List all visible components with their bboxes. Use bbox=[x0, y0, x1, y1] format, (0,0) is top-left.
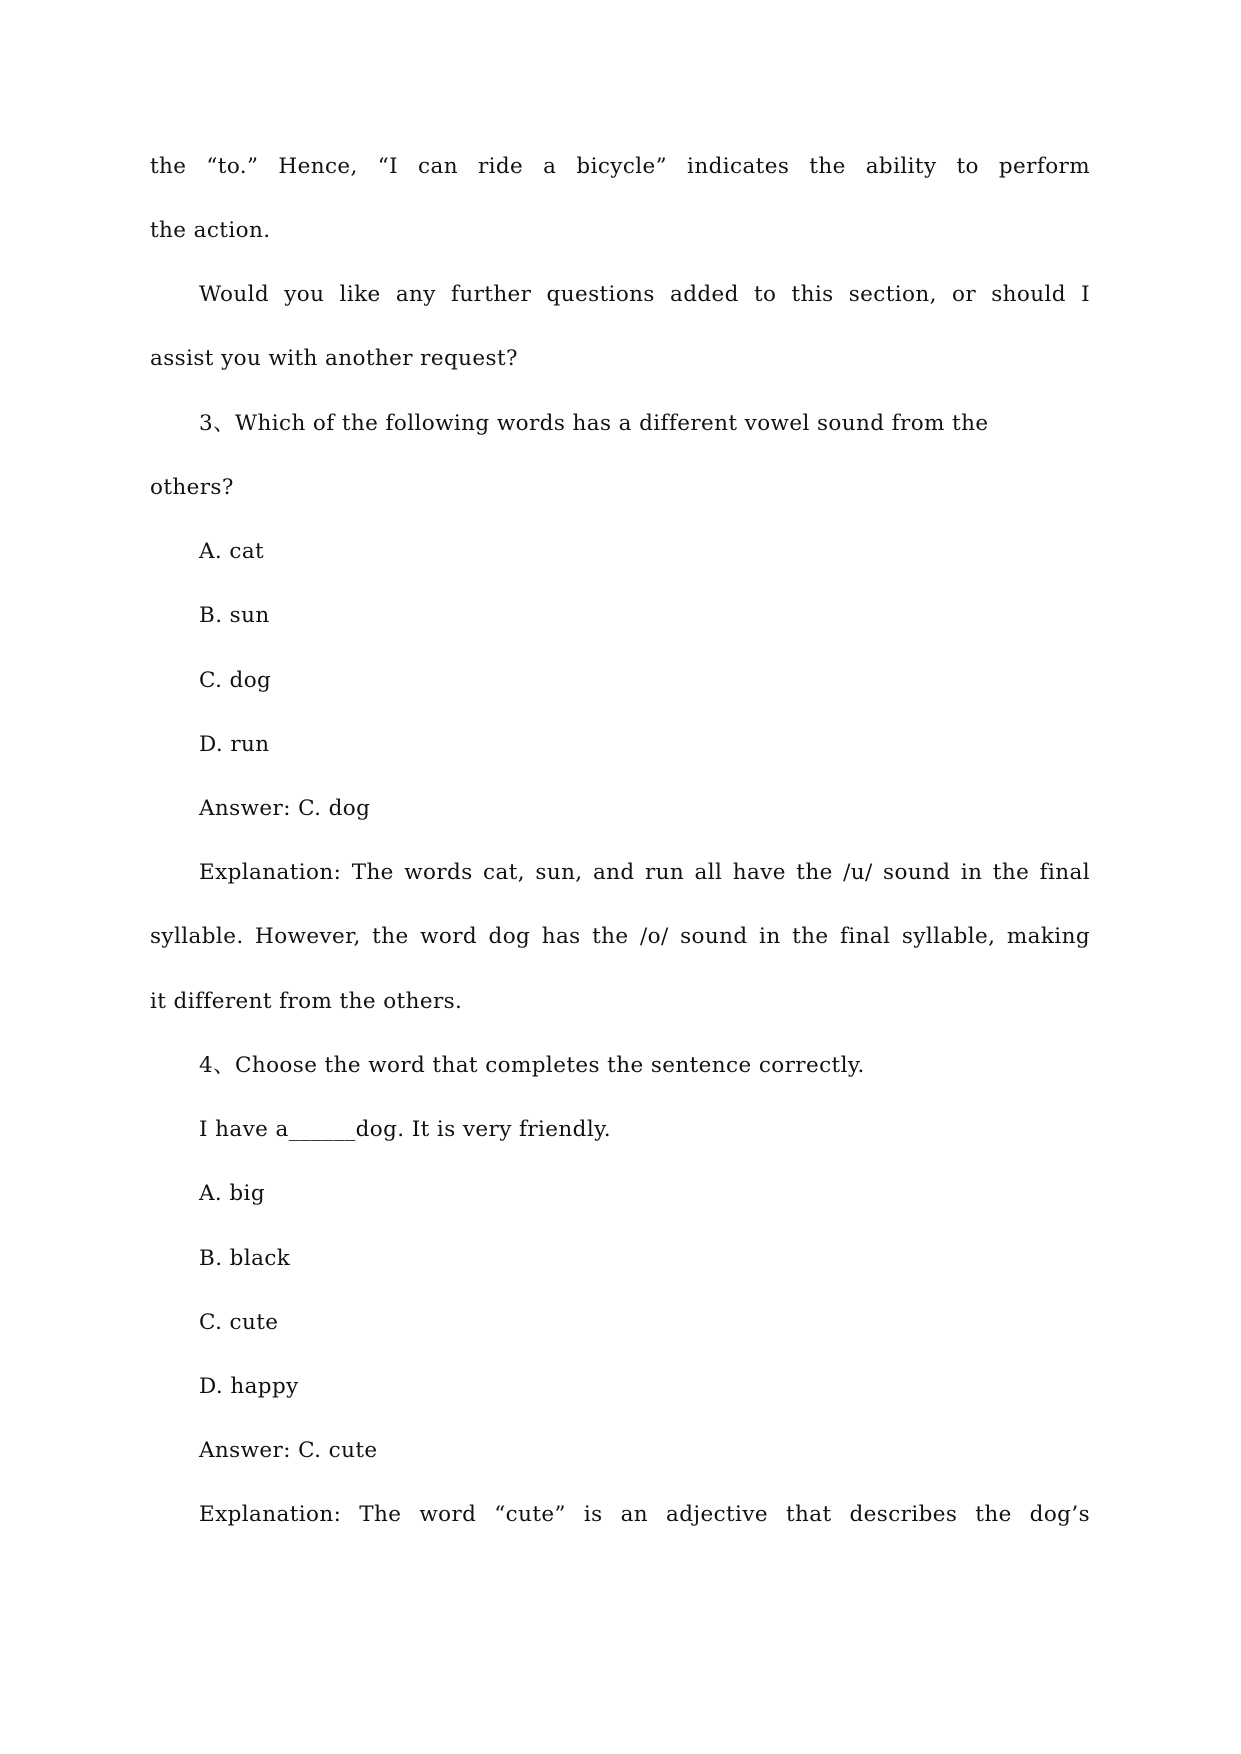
option-d: D. happy bbox=[199, 1374, 299, 1399]
question-3-prompt: 3、Which of the following words has a different vowel sound from the bbox=[199, 411, 989, 436]
option-b: B. sun bbox=[199, 603, 270, 628]
option-a: A. cat bbox=[199, 539, 265, 564]
explanation-line: Explanation: The word “cute” is an adjective that describes the dog’s bbox=[199, 1502, 1090, 1527]
text-line: Would you like any further questions added to this section, or should I bbox=[199, 282, 1090, 307]
explanation-line: Explanation: The words cat, sun, and run all have the /u/ sound in the final bbox=[199, 860, 1090, 885]
text-line: the action. bbox=[150, 218, 271, 243]
option-a: A. big bbox=[199, 1181, 265, 1206]
option-b: B. black bbox=[199, 1246, 291, 1271]
question-4-prompt: 4、Choose the word that completes the sentence correctly. bbox=[199, 1053, 865, 1078]
option-c: C. cute bbox=[199, 1310, 279, 1335]
explanation-line: syllable. However, the word dog has the /o/ sound in the final syllable, making bbox=[150, 924, 1090, 949]
option-d: D. run bbox=[199, 732, 270, 757]
question-4-sentence: I have a______dog. It is very friendly. bbox=[199, 1117, 612, 1142]
question-3-prompt-continued: others? bbox=[150, 475, 234, 500]
answer-line: Answer: C. cute bbox=[199, 1438, 378, 1463]
answer-line: Answer: C. dog bbox=[199, 796, 371, 821]
text-line: assist you with another request? bbox=[150, 346, 518, 371]
text-line: the “to.” Hence, “I can ride a bicycle” indicates the ability to perform bbox=[150, 154, 1090, 179]
explanation-line: it different from the others. bbox=[150, 989, 463, 1014]
option-c: C. dog bbox=[199, 668, 272, 693]
